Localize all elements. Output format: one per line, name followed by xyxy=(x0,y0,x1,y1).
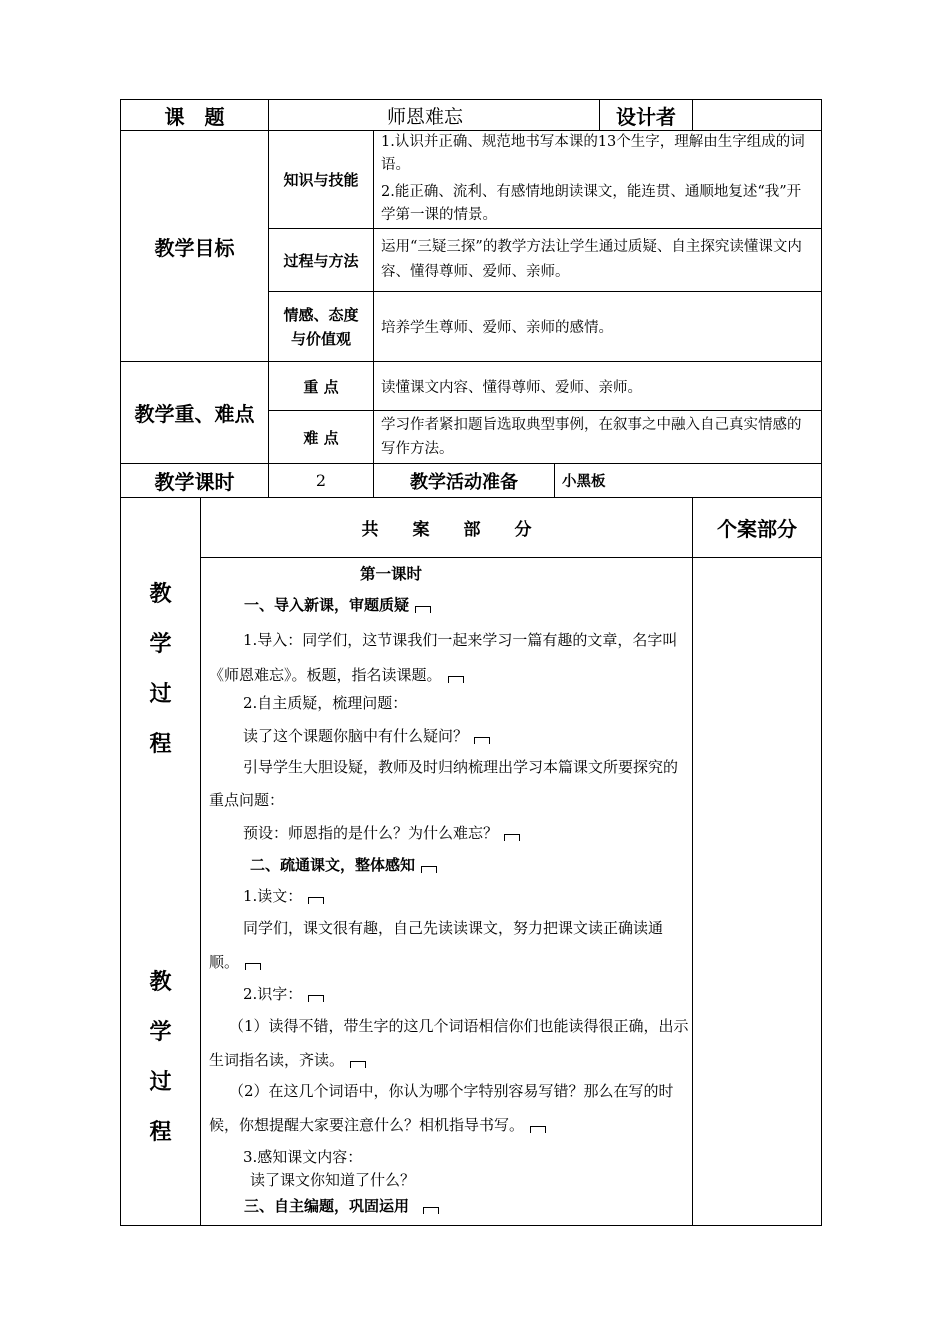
paragraph-mark-icon xyxy=(421,866,437,873)
emotion-label-line2: 与价值观 xyxy=(290,329,351,348)
emotion-label-line1: 情感、态度 xyxy=(283,305,359,324)
topic-value: 师恩难忘 xyxy=(387,105,464,128)
side-label-bottom xyxy=(121,958,200,1158)
emotion-label xyxy=(269,292,373,361)
individual-header: 个案部分 xyxy=(717,517,797,541)
paragraph-mark-icon xyxy=(415,606,431,613)
col-divider xyxy=(373,130,374,497)
col-divider xyxy=(200,497,201,1226)
side-char: 程 xyxy=(149,1120,172,1145)
prep-value: 小黑板 xyxy=(562,474,606,490)
difficult-label: 难 点 xyxy=(303,428,339,447)
key-text: 读懂课文内容、懂得尊师、爱师、亲师。 xyxy=(381,379,642,396)
designer-value xyxy=(693,100,821,130)
side-label-top xyxy=(121,570,200,770)
side-char: 过 xyxy=(149,1070,172,1095)
paragraph-mark-icon xyxy=(308,897,324,904)
paragraph-mark-icon xyxy=(308,995,324,1002)
paragraph: 读了课文你知道了什么？ xyxy=(250,1171,416,1189)
designer-label: 设计者 xyxy=(616,104,676,129)
paragraph: （1）读得不错，带生字的这几个词语相信你们也能读得很正确，出示生词指名读，齐读。 xyxy=(209,1017,689,1069)
paragraph-mark-icon xyxy=(245,963,261,970)
side-char: 学 xyxy=(149,632,172,657)
lesson-title: 第一课时 xyxy=(360,565,423,583)
paragraph: 1.导入：同学们，这节课我们一起来学习一篇有趣的文章，名字叫《师恩难忘》。板题，指名读课题。 xyxy=(209,631,678,684)
paragraph: 2.识字： xyxy=(243,983,324,1004)
prep-label: 教学活动准备 xyxy=(410,471,518,493)
section-heading: 一、导入新课，审题质疑 xyxy=(244,594,431,615)
side-char: 教 xyxy=(149,582,172,607)
table-border-right xyxy=(821,99,822,1226)
side-char: 学 xyxy=(149,1020,172,1045)
paragraph-mark-icon xyxy=(423,1207,439,1214)
side-char: 过 xyxy=(149,682,172,707)
table-border-bottom xyxy=(120,1225,822,1226)
hours-value: 2 xyxy=(315,471,327,490)
topic-label: 课 题 xyxy=(164,104,225,129)
knowledge-item-2: 2.能正确、流利、有感情地朗读课文，能连贯、通顺地复述“我”开学第一课的情景。 xyxy=(381,184,802,223)
section-heading: 三、自主编题，巩固运用 xyxy=(244,1195,439,1216)
knowledge-item-1: 1.认识并正确、规范地书写本课的13个生字，理解由生字组成的词语。 xyxy=(381,134,805,173)
hours-label: 教学课时 xyxy=(154,470,235,494)
keypoints-label: 教学重、难点 xyxy=(134,402,255,426)
paragraph-mark-icon xyxy=(350,1061,366,1068)
knowledge-label: 知识与技能 xyxy=(283,171,359,189)
paragraph-mark-icon xyxy=(474,737,490,744)
shared-header: 共 案 部 分 xyxy=(361,520,532,540)
paragraph: （2）在这几个词语中，你认为哪个字特别容易写错？那么在写的时候，你想提醒大家要注意什么？相机指导书写。 xyxy=(209,1082,674,1134)
knowledge-text xyxy=(381,131,815,227)
paragraph: 同学们，课文很有趣，自己先读读课文，努力把课文读正确读通顺。 xyxy=(209,919,664,971)
paragraph: 引导学生大胆设疑，教师及时归纳梳理出学习本篇课文所要探究的重点问题： xyxy=(209,758,679,809)
key-label: 重 点 xyxy=(303,377,339,396)
paragraph: 3.感知课文内容： xyxy=(243,1148,363,1166)
col-divider xyxy=(554,463,555,497)
emotion-text: 培养学生尊师、爱师、亲师的感情。 xyxy=(381,320,613,336)
section-heading: 二、疏通课文，整体感知 xyxy=(250,854,437,875)
paragraph: 1.读文： xyxy=(243,885,324,906)
side-char: 程 xyxy=(149,732,172,757)
paragraph-mark-icon xyxy=(530,1126,546,1133)
col-divider xyxy=(692,497,693,1226)
objectives-label: 教学目标 xyxy=(154,235,235,260)
difficult-text: 学习作者紧扣题旨选取典型事例，在叙事之中融入自己真实情感的写作方法。 xyxy=(381,417,802,457)
paragraph: 读了这个课题你脑中有什么疑问？ xyxy=(243,725,490,746)
process-method-text: 运用“三疑三探”的教学方法让学生通过质疑、自主探究读懂课文内容、懂得尊师、爱师、亲师。 xyxy=(381,239,802,280)
side-char: 教 xyxy=(149,970,172,995)
paragraph: 2.自主质疑，梳理问题： xyxy=(243,694,408,712)
paragraph-mark-icon xyxy=(504,834,520,841)
paragraph-mark-icon xyxy=(448,676,464,683)
process-method-label: 过程与方法 xyxy=(283,251,359,270)
row-divider xyxy=(200,557,822,558)
paragraph: 预设：师恩指的是什么？为什么难忘？ xyxy=(243,822,520,843)
